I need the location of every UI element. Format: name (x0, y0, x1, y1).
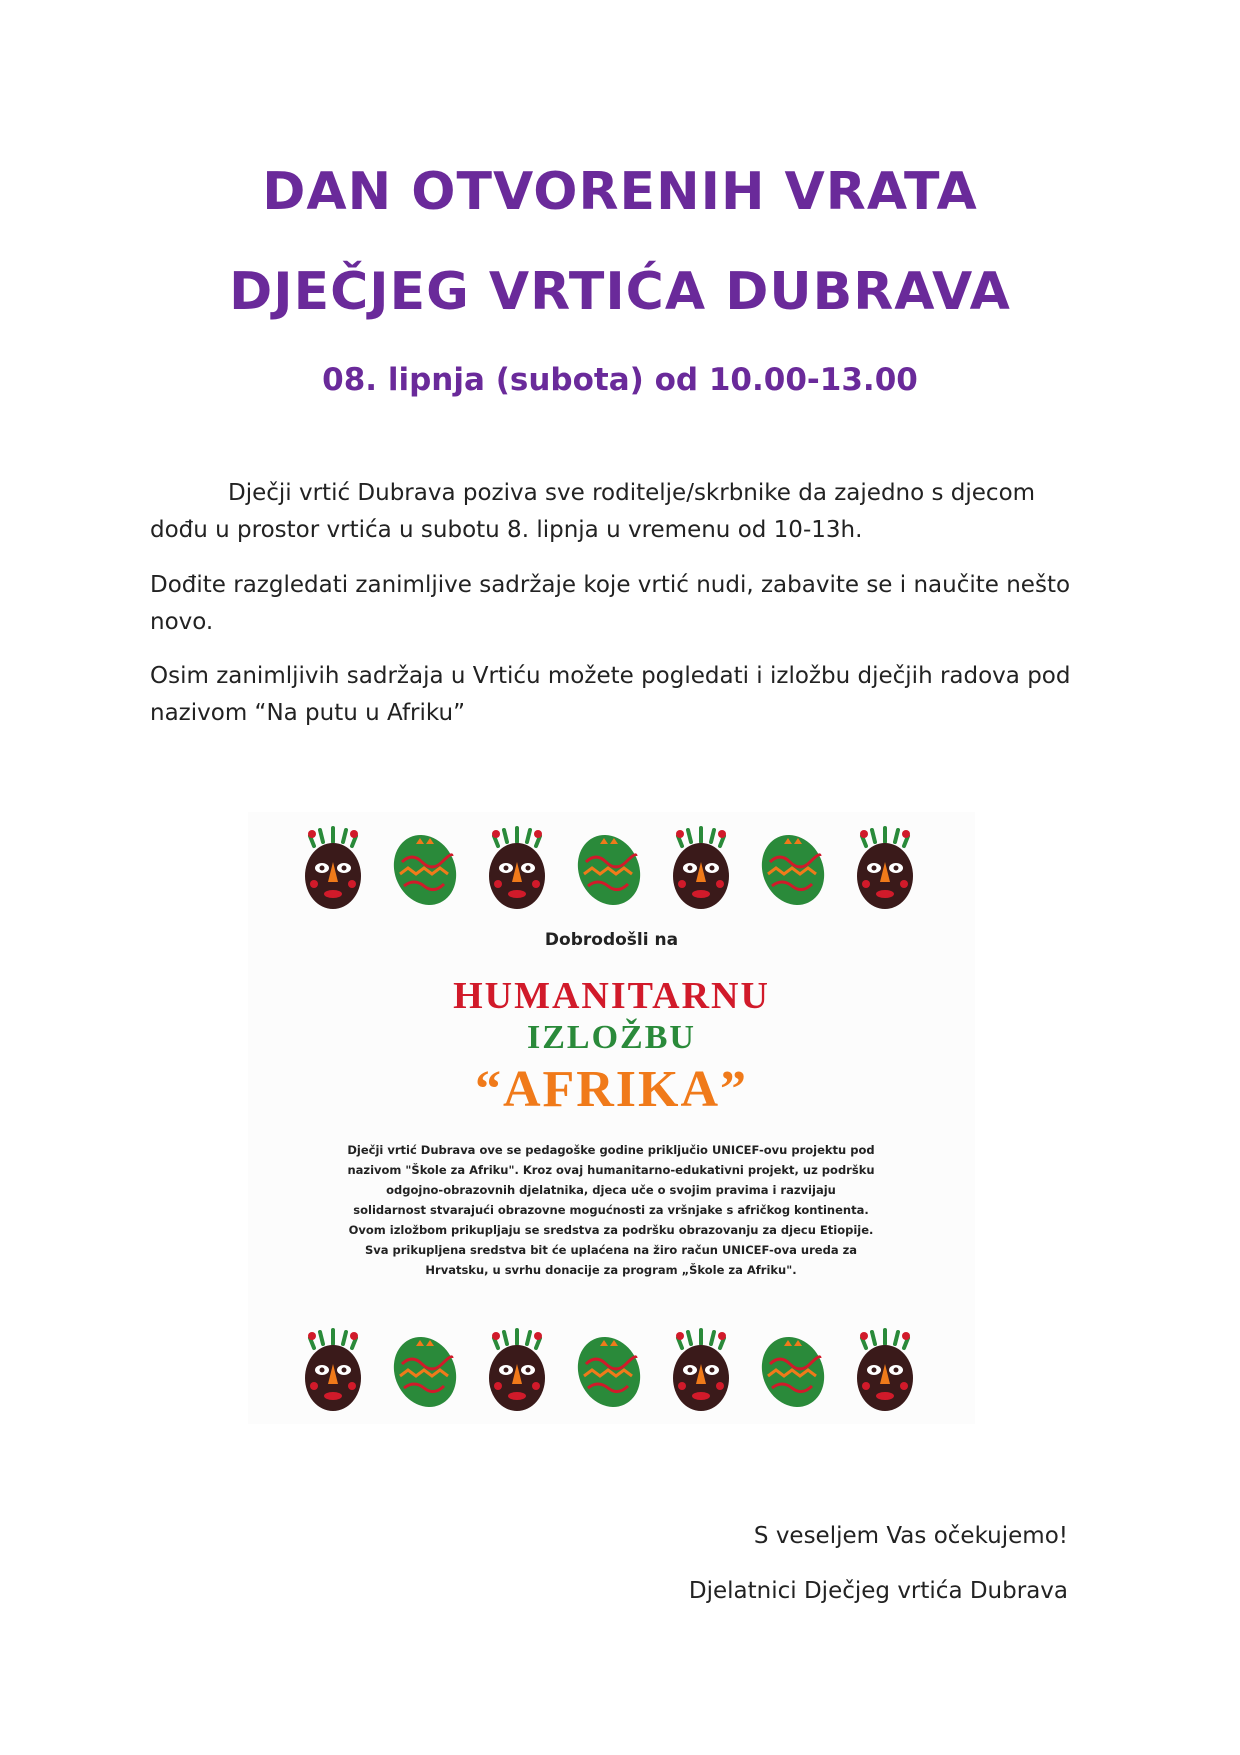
page-title-line2: DJEČJEG VRTIĆA DUBRAVA (229, 262, 1011, 322)
paragraph-invitation (150, 475, 1080, 549)
paragraph-exhibition (150, 658, 1080, 732)
tribal-mask-icon (850, 822, 920, 912)
tribal-mask-icon (850, 1324, 920, 1414)
page-title-line1: DAN OTVORENIH VRATA (262, 162, 978, 222)
tribal-mask-icon (666, 822, 736, 912)
poster-description-line: odgojno-obrazovnih djelatnika, djeca uče o svojim pravima i razvijaju (386, 1183, 836, 1197)
paragraph-explore (150, 567, 1080, 641)
paragraph-line: novo. (150, 609, 214, 635)
poster-description-line: Ovom izložbom prikupljaju se sredstva za podršku obrazovanju za djecu Etiopije. (348, 1223, 874, 1237)
paragraph-line: Dječji vrtić Dubrava poziva sve roditelje/skrbnike da zajedno s djecom (228, 480, 1036, 506)
poster-description-line: Hrvatsku, u svrhu donacije za program „Škole za Afriku". (425, 1263, 797, 1277)
paragraph-line: Dođite razgledati zanimljive sadržaje koje vrtić nudi, zabavite se i naučite nešto (150, 572, 1071, 598)
paragraph-line: dođu u prostor vrtića u subotu 8. lipnja u vremenu od 10-13h. (150, 517, 863, 543)
leaf-shield-icon (574, 1324, 644, 1414)
leaf-shield-icon (390, 1324, 460, 1414)
leaf-shield-icon (758, 822, 828, 912)
poster-description-line: Sva prikupljena sredstva bit će uplaćena na žiro račun UNICEF-ova ureda za (364, 1243, 858, 1257)
leaf-shield-icon (390, 822, 460, 912)
tribal-mask-icon (298, 822, 368, 912)
tribal-mask-icon (666, 1324, 736, 1414)
paragraph-line: Osim zanimljivih sadržaja u Vrtiću možete pogledati i izložbu dječjih radova pod (150, 663, 1071, 689)
tribal-mask-icon (482, 1324, 552, 1414)
leaf-shield-icon (574, 822, 644, 912)
exhibition-poster (248, 812, 975, 1424)
poster-description-line: solidarnost stvarajući obrazovne mogućnosti za vršnjake s afričkog kontinenta. (353, 1203, 869, 1217)
poster-welcome: Dobrodošli na (544, 930, 679, 950)
closing-greeting: S veseljem Vas očekujemo! (753, 1523, 1068, 1549)
leaf-shield-icon (758, 1324, 828, 1414)
paragraph-line: nazivom “Na putu u Afriku” (150, 700, 465, 726)
tribal-mask-icon (298, 1324, 368, 1414)
poster-title-humanitarnu: HUMANITARNU (453, 975, 770, 1017)
poster-title-izlozbu: IZLOŽBU (527, 1019, 696, 1056)
closing-signature: Djelatnici Dječjeg vrtića Dubrava (688, 1578, 1068, 1604)
tribal-mask-icon (482, 822, 552, 912)
poster-description-line: Dječji vrtić Dubrava ove se pedagoške godine priključio UNICEF-ovu projektu pod (347, 1143, 875, 1157)
poster-description-line: nazivom "Škole za Afriku". Kroz ovaj humanitarno-edukativni projekt, uz podršku (347, 1163, 875, 1177)
poster-description (316, 1140, 906, 1280)
poster-title-afrika: “AFRIKA” (474, 1061, 749, 1118)
mask-row-top (298, 822, 928, 912)
mask-row-bottom (298, 1324, 928, 1414)
event-date: 08. lipnja (subota) od 10.00-13.00 (322, 362, 918, 398)
